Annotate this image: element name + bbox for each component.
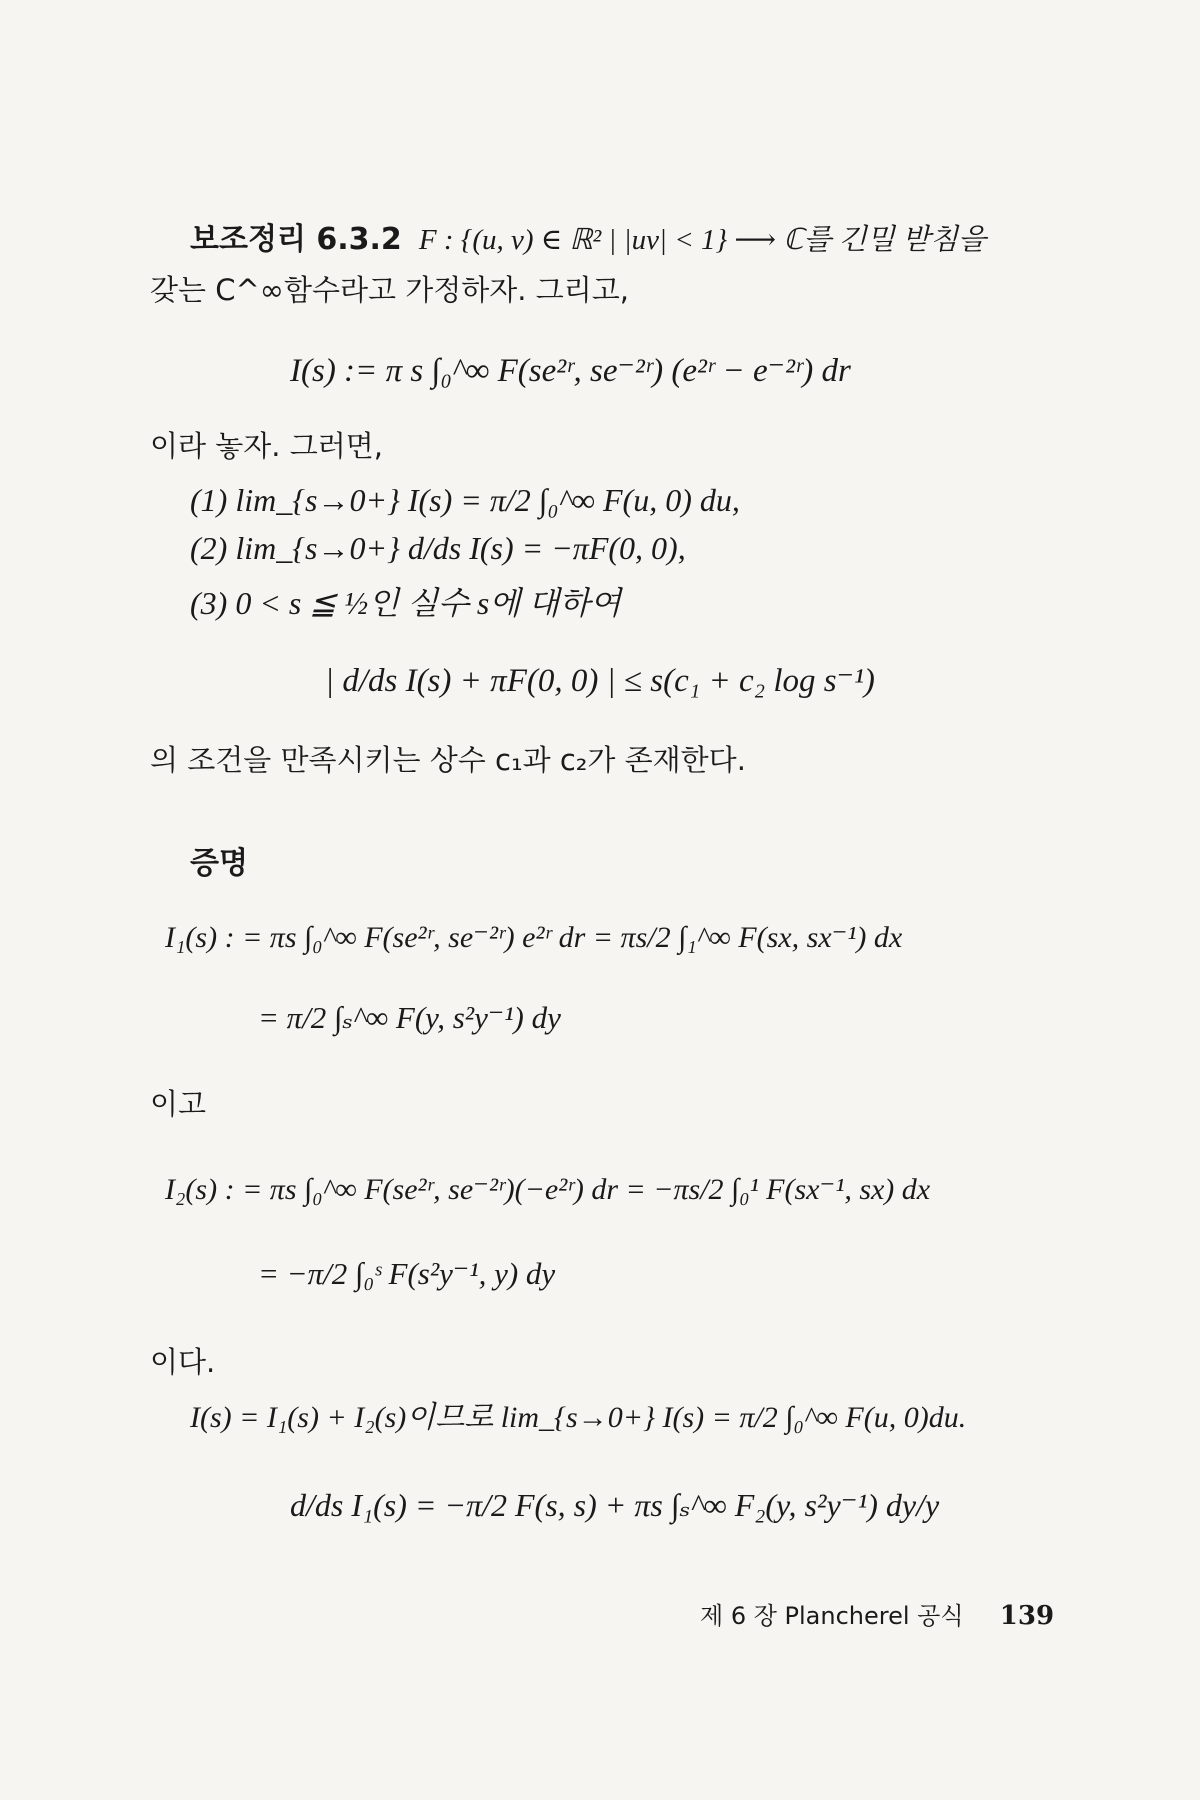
- derivative-equation: d/ds I₁(s) = −π/2 F(s, s) + πs ∫ₛ^∞ F₂(y, s²y⁻¹) dy/y: [290, 1487, 940, 1523]
- sum-line: I(s) = I₁(s) + I₂(s)이므로 lim_{s→0+} I(s) = π/2 ∫₀^∞ F(u, 0)du.: [190, 1401, 967, 1434]
- chapter-title: 제 6 장 Plancherel 공식: [700, 1602, 964, 1630]
- lemma-statement-line1: F : {(u, v) ∈ ℝ² | |uv| < 1} ⟶ ℂ를 긴밀 받침을: [418, 224, 987, 256]
- lemma-heading-line: [190, 214, 986, 258]
- claim-item-2: (2) lim_{s→0+} d/ds I(s) = −πF(0, 0),: [190, 530, 686, 566]
- lemma-conclusion: 의 조건을 만족시키는 상수 c₁과 c₂가 존재한다.: [150, 743, 746, 777]
- I1-equation-line2: = π/2 ∫ₛ^∞ F(y, s²y⁻¹) dy: [258, 1000, 561, 1035]
- claim-item-1: (1) lim_{s→0+} I(s) = π/2 ∫₀^∞ F(u, 0) du,: [190, 482, 740, 518]
- definition-equation: I(s) := π s ∫₀^∞ F(se²ʳ, se⁻²ʳ) (e²ʳ − e⁻²ʳ) dr: [290, 353, 851, 389]
- then-line: 이라 놓자. 그러면,: [150, 429, 383, 463]
- proof-heading: 증명: [190, 846, 248, 881]
- and-line: 이고: [150, 1087, 207, 1121]
- I2-equation-line1: I₂(s) : = πs ∫₀^∞ F(se²ʳ, se⁻²ʳ)(−e²ʳ) dr = −πs/2 ∫₀¹ F(sx⁻¹, sx) dx: [165, 1173, 931, 1206]
- lemma-heading: 보조정리 6.3.2: [190, 222, 402, 257]
- I1-equation-line1: I₁(s) : = πs ∫₀^∞ F(se²ʳ, se⁻²ʳ) e²ʳ dr = πs/2 ∫₁^∞ F(sx, sx⁻¹) dx: [165, 921, 903, 954]
- page-number: 139: [999, 1601, 1055, 1631]
- inequality-display: | d/ds I(s) + πF(0, 0) | ≤ s(c₁ + c₂ log s⁻¹): [325, 663, 875, 699]
- lemma-statement-line2: 갖는 C^∞함수라고 가정하자. 그리고,: [150, 273, 629, 307]
- I2-equation-line2: = −π/2 ∫₀ˢ F(s²y⁻¹, y) dy: [258, 1256, 556, 1291]
- claim-item-3: (3) 0 < s ≦ ½인 실수 s에 대하여: [190, 585, 622, 621]
- footer: [700, 1596, 1054, 1631]
- is-line: 이다.: [150, 1345, 216, 1379]
